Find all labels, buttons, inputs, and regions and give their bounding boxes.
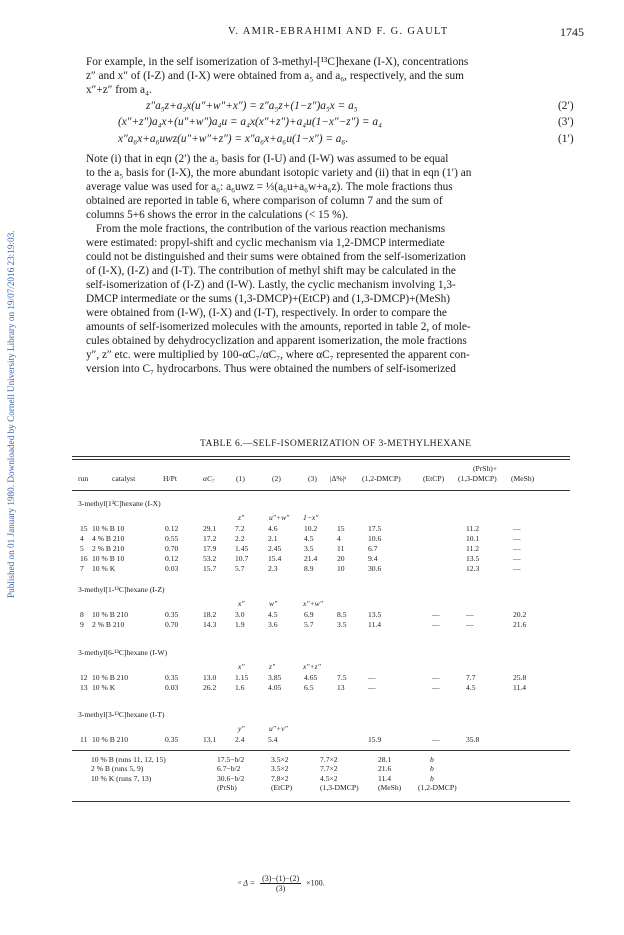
summary-mesh: [378, 755, 401, 793]
col-header-13dmcp: (1,3-DMCP): [458, 474, 497, 483]
table-bottom-rule: [72, 801, 570, 802]
cell-run: 11: [80, 735, 88, 744]
subheader: 1−x″: [303, 513, 319, 522]
equation-1prime: x″a₆x+a₆uwz(u″+w″+z″) = x″a₆x+a₆u(1−x″) = a₆.: [118, 133, 349, 145]
col-header-prsh-top: (PrSh)+: [473, 464, 498, 473]
summary-cell: 10 % K (runs 7, 13): [91, 773, 152, 783]
summary-cell: 10 % B (runs 11, 12, 15): [91, 755, 166, 764]
cell-run: 5: [80, 544, 84, 553]
cell-13dmcp: 12.3: [466, 564, 480, 573]
cell-catalyst: 10 % B 10: [92, 554, 125, 563]
summary-cell: 7.8×2: [271, 773, 289, 783]
cell-run: 9: [80, 620, 84, 629]
cell-run: 15: [80, 524, 88, 533]
cell-mesh: 21.6: [513, 620, 527, 629]
summary-cell: (PrSh): [217, 783, 237, 793]
cell-delta: 8.5: [337, 610, 347, 619]
summary-cell: 17.5−b/2: [217, 755, 245, 764]
subheader: x″: [238, 599, 245, 608]
cell-catalyst: 10 % B 210: [92, 610, 129, 619]
cell-12dmcp: 9.4: [368, 554, 378, 563]
cell-ac7: 26.2: [203, 683, 217, 692]
text-line: columns 5+6 shows the error in the calculations (< 15 %).: [86, 209, 349, 221]
cell-12dmcp: 17.5: [368, 524, 382, 533]
summary-cell: 21.6: [378, 764, 392, 774]
text-line: were estimated: propyl-shift and cyclic mechanism via 1,2-DMCP intermediate: [86, 237, 445, 249]
text-line: average value was used for a₆: a₆uwz = ⅓(a₆u+a₆w+a₆z). The mole fractions thus: [86, 181, 453, 193]
cell-catalyst: 10 % B 10: [92, 524, 125, 533]
cell-catalyst: 4 % B 210: [92, 534, 125, 543]
summary-cell: 4.5×2: [320, 773, 338, 783]
footnote-suffix: ×100.: [306, 878, 325, 888]
cell-2: 2.1: [268, 534, 278, 543]
subheader: x″+w″: [303, 599, 323, 608]
cell-1: 1.15: [235, 673, 249, 682]
text-line: of (I-X), (I-Z) and (I-T). The contribution of methyl shift may be calculated in the: [86, 265, 456, 277]
cell-ac7: 17.2: [203, 534, 217, 543]
cell-hpt: 0.35: [165, 610, 179, 619]
equation-2prime: z″a₅z+a₅x(u″+w″+x″) = z″a₅z+(1−z″)a₅x = a₅: [146, 100, 358, 112]
cell-12dmcp: —: [368, 683, 376, 692]
footnote-numerator: (3)−(1)−(2): [262, 874, 300, 883]
summary-etcp: [271, 755, 292, 793]
summary-cell: b: [430, 764, 434, 774]
summary-cell: 7.7×2: [320, 755, 338, 764]
summary-cell: 2 % B (runs 5, 9): [91, 764, 144, 774]
note-paragraph: [86, 152, 590, 222]
summary-12dmcp: [418, 755, 457, 793]
cell-catalyst: 10 % B 210: [92, 735, 129, 744]
cell-hpt: 0.03: [165, 683, 179, 692]
equation-3prime: (x″+z″)a₄x+(u″+w″)a₄u = a₄x(x″+z″)+a₄u(1−x″−z″) = a₄: [118, 116, 382, 128]
col-header-3: (3): [308, 474, 317, 483]
cell-delta: 13: [337, 683, 345, 692]
cell-2: 2.45: [268, 544, 282, 553]
cell-3: 6.5: [304, 683, 314, 692]
cell-13dmcp: —: [466, 620, 474, 629]
cell-12dmcp: 13.5: [368, 610, 382, 619]
cell-run: 13: [80, 683, 88, 692]
table-footnote: [238, 874, 325, 893]
cell-13dmcp: 35.8: [466, 735, 480, 744]
cell-12dmcp: 11.4: [368, 620, 382, 629]
cell-ac7: 29.1: [203, 524, 217, 533]
text-line: For example, in the self isomerization of 3-methyl-[¹³C]hexane (I-X), concentrations: [86, 56, 469, 68]
summary-prsh: [217, 755, 244, 793]
intro-paragraph: [86, 55, 590, 97]
text-line: y″, z″ etc. were multiplied by 100-αC₇/αC₇, where αC₇ represented the apparent con-: [86, 349, 470, 361]
cell-mesh: —: [513, 524, 521, 533]
cell-catalyst: 2 % B 210: [92, 620, 125, 629]
text-line: obtained are reported in table 6, where comparison of column 7 and the sum of: [86, 195, 443, 207]
summary-cell: 30.6−b/2: [217, 773, 245, 783]
footnote-prefix: ᵃ Δ =: [238, 878, 256, 888]
cell-run: 12: [80, 673, 88, 682]
cell-1: 1.45: [235, 544, 249, 553]
col-header-catalyst: catalyst: [112, 474, 136, 483]
cell-mesh: —: [513, 534, 521, 543]
section-label: 3-methyl[6-¹³C]hexane (I-W): [78, 648, 168, 657]
cell-2: 2.3: [268, 564, 278, 573]
cell-2: 4.05: [268, 683, 282, 692]
cell-mesh: —: [513, 554, 521, 563]
footnote-fraction: [260, 874, 301, 893]
cell-3: 4.65: [304, 673, 318, 682]
cell-etcp: —: [432, 735, 440, 744]
cell-mesh: —: [513, 544, 521, 553]
cell-1: 3.0: [235, 610, 245, 619]
cell-run: 8: [80, 610, 84, 619]
col-header-hpt: H/Pt: [163, 474, 177, 483]
cell-etcp: —: [432, 620, 440, 629]
subheader: u″+v″: [269, 724, 288, 733]
subheader: x″: [238, 662, 245, 671]
cell-etcp: —: [432, 673, 440, 682]
cell-13dmcp: 13.5: [466, 554, 480, 563]
text-line: x″+z″ from a₄.: [86, 84, 152, 96]
cell-ac7: 13.0: [203, 673, 217, 682]
cell-2: 5.4: [268, 735, 278, 744]
cell-mesh: 11.4: [513, 683, 527, 692]
text-line: Note (i) that in eqn (2′) the a₅ basis for (I-U) and (I-W) was assumed to be equal: [86, 153, 449, 165]
summary-cell: (1,2-DMCP): [418, 783, 457, 793]
cell-2: 4.5: [268, 610, 278, 619]
cell-hpt: 0.12: [165, 524, 179, 533]
cell-3: 21.4: [304, 554, 318, 563]
col-header-ac7: αC₇: [203, 474, 215, 483]
cell-run: 7: [80, 564, 84, 573]
cell-delta: 7.5: [337, 673, 347, 682]
equation-label: (2′): [558, 100, 574, 112]
cell-2: 3.6: [268, 620, 278, 629]
cell-1: 10.7: [235, 554, 249, 563]
table-summary-rule: [72, 750, 570, 751]
cell-13dmcp: 11.2: [466, 524, 480, 533]
cell-etcp: —: [432, 683, 440, 692]
cell-3: 6.9: [304, 610, 314, 619]
cell-hpt: 0.12: [165, 554, 179, 563]
cell-delta: 11: [337, 544, 345, 553]
cell-2: 3.85: [268, 673, 282, 682]
cell-1: 5.7: [235, 564, 245, 573]
equation-label: (1′): [558, 133, 574, 145]
cell-delta: 20: [337, 554, 345, 563]
cell-ac7: 15.7: [203, 564, 217, 573]
cell-13dmcp: 11.2: [466, 544, 480, 553]
summary-cell: 28.1: [378, 755, 392, 764]
table-top-rule: [72, 459, 570, 460]
cell-12dmcp: —: [368, 673, 376, 682]
subheader: z″: [269, 662, 276, 671]
subheader: w″: [269, 599, 278, 608]
summary-cell: 7.7×2: [320, 764, 338, 774]
cell-13dmcp: 10.1: [466, 534, 480, 543]
text-line: cules obtained by dehydrocyclization and apparent isomerization, the mole fractions: [86, 335, 467, 347]
summary-cell: (EtCP): [271, 783, 293, 793]
cell-delta: 10: [337, 564, 345, 573]
col-header-1: (1): [236, 474, 245, 483]
cell-1: 7.2: [235, 524, 245, 533]
cell-catalyst: 10 % K: [92, 683, 116, 692]
section-label: 3-methyl[3-¹³C]hexane (I-T): [78, 710, 165, 719]
text-line: could not be distinguished and their sums were obtained from the self-isomerization: [86, 251, 466, 263]
text-line: version into C₇ hydrocarbons. Thus were obtained the numbers of self-isomerized: [86, 363, 456, 375]
cell-run: 16: [80, 554, 88, 563]
page-number: 1745: [560, 25, 584, 39]
download-sidebar: [4, 120, 20, 600]
cell-hpt: 0.55: [165, 534, 179, 543]
col-header-delta: |Δ%|ᵃ: [330, 474, 347, 483]
subheader: x″+z″: [303, 662, 321, 671]
cell-delta: 15: [337, 524, 345, 533]
cell-catalyst: 10 % K: [92, 564, 116, 573]
cell-hpt: 0.70: [165, 544, 179, 553]
summary-catalysts: [91, 755, 166, 783]
table-header-rule: [72, 490, 570, 491]
summary-cell: 3.5×2: [271, 755, 289, 764]
cell-12dmcp: 6.7: [368, 544, 378, 553]
cell-catalyst: 2 % B 210: [92, 544, 125, 553]
text-line: were obtained from (I-W), (I-X) and (I-T), respectively. In order to compare the: [86, 307, 447, 319]
cell-13dmcp: 7.7: [466, 673, 476, 682]
cell-hpt: 0.35: [165, 735, 179, 744]
download-notice: Published on 01 January 1980. Downloaded by Cornell University Library on 19/07/2016 23:19:03.: [6, 230, 16, 598]
cell-delta: 4: [337, 534, 341, 543]
text-line: From the mole fractions, the contribution of the various reaction mechanisms: [96, 223, 446, 235]
col-header-etcp: (EtCP): [423, 474, 445, 483]
cell-3: 8.9: [304, 564, 314, 573]
cell-ac7: 53.2: [203, 554, 217, 563]
col-header-12dmcp: (1,2-DMCP): [362, 474, 401, 483]
cell-3: 4.5: [304, 534, 314, 543]
cell-1: 1.9: [235, 620, 245, 629]
cell-ac7: 17.9: [203, 544, 217, 553]
cell-2: 15.4: [268, 554, 282, 563]
main-paragraph: [86, 222, 590, 376]
cell-mesh: 25.8: [513, 673, 527, 682]
cell-mesh: 20.2: [513, 610, 527, 619]
summary-cell: b: [430, 755, 434, 764]
cell-13dmcp: —: [466, 610, 474, 619]
text-line: amounts of self-isomerized molecules with the amounts, reported in table 2, of mole-: [86, 321, 471, 333]
cell-3: 3.5: [304, 544, 314, 553]
text-line: z″ and x″ of (I-Z) and (I-X) were obtained from a₅ and a₆, respectively, and the sum: [86, 70, 464, 82]
summary-cell: 3.5×2: [271, 764, 289, 774]
cell-3: 5.7: [304, 620, 314, 629]
summary-13dmcp: [320, 755, 359, 793]
cell-delta: 3.5: [337, 620, 347, 629]
cell-ac7: 18.2: [203, 610, 217, 619]
cell-2: 4.6: [268, 524, 278, 533]
text-line: DMCP intermediate or the sums (1,3-DMCP)+(EtCP) and (1,3-DMCP)+(MeSh): [86, 293, 451, 305]
cell-3: 10.2: [304, 524, 318, 533]
cell-catalyst: 10 % B 210: [92, 673, 129, 682]
cell-mesh: —: [513, 564, 521, 573]
summary-cell: (MeSh): [378, 783, 402, 793]
cell-13dmcp: 4.5: [466, 683, 476, 692]
section-label: 3-methyl[1³C]hexane (I-X): [78, 499, 161, 508]
subheader: z″: [238, 513, 245, 522]
cell-ac7: 14.3: [203, 620, 217, 629]
footnote-denominator: (3): [275, 884, 286, 893]
text-line: self-isomerization of (I-Z) and (I-W). Lastly, the cyclic mechanism involving 1,3-: [86, 279, 456, 291]
cell-12dmcp: 10.6: [368, 534, 382, 543]
section-label: 3-methyl[1-¹³C]hexane (I-Z): [78, 585, 165, 594]
cell-hpt: 0.70: [165, 620, 179, 629]
running-head: V. AMIR-EBRAHIMI AND F. G. GAULT: [228, 26, 449, 37]
cell-1: 2.4: [235, 735, 245, 744]
cell-1: 2.2: [235, 534, 245, 543]
table-top-rule: [72, 456, 570, 457]
cell-ac7: 13.1: [203, 735, 217, 744]
cell-12dmcp: 30.6: [368, 564, 382, 573]
text-line: to the a₅ basis for (I-X), the more abundant isotopic variety and (ii) that in eqn (1′) an: [86, 167, 472, 179]
summary-cell: 11.4: [378, 773, 392, 783]
subheader: u″+w″: [269, 513, 290, 522]
table-title: TABLE 6.—SELF-ISOMERIZATION OF 3-METHYLHEXANE: [200, 438, 472, 449]
summary-cell: 6.7−b/2: [217, 764, 241, 774]
summary-cell: (1,3-DMCP): [320, 783, 359, 793]
col-header-2: (2): [272, 474, 281, 483]
cell-etcp: —: [432, 610, 440, 619]
subheader: y″: [238, 724, 245, 733]
summary-cell: b: [430, 773, 434, 783]
col-header-mesh: (MeSh): [511, 474, 535, 483]
cell-12dmcp: 15.9: [368, 735, 382, 744]
cell-1: 1.6: [235, 683, 245, 692]
cell-hpt: 0.03: [165, 564, 179, 573]
equation-label: (3′): [558, 116, 574, 128]
cell-run: 4: [80, 534, 84, 543]
cell-hpt: 0.35: [165, 673, 179, 682]
col-header-run: run: [78, 474, 89, 483]
